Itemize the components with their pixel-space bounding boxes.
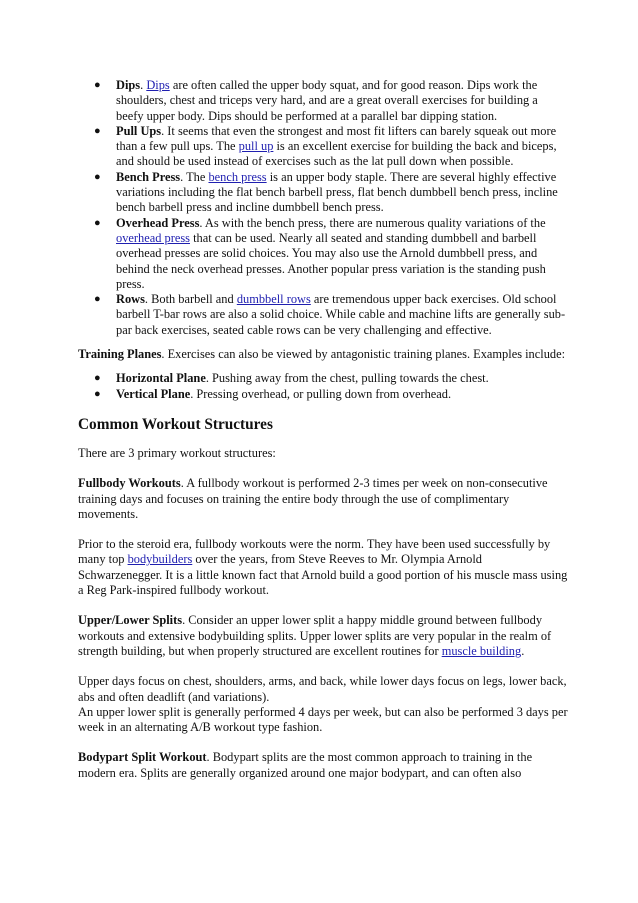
fullbody-text: . A fullbody workout is performed 2-3 times per week on non-consecutive training days and focuses on training the entire body through the use of complimentary movements. (78, 476, 548, 521)
bullet-icon: ● (94, 372, 101, 385)
document-body (78, 78, 568, 781)
fullbody-paragraph (78, 476, 568, 522)
list-item-rows (78, 292, 568, 338)
steroid-text: Prior to the steroid era, fullbody workouts were the norm. They have been used successfully by many top (78, 537, 551, 567)
bullet-icon: ● (94, 124, 101, 137)
bench-press-text-rest: is an upper body staple. There are several highly effective variations including the flat bench barbell press, flat bench dumbbell bench press, incline bench barbell press and incline dumbbell bench press. (116, 169, 558, 215)
upper-lower-text-rest: . (521, 643, 525, 658)
bullet-icon: ● (94, 387, 101, 400)
term-rows: Rows (116, 292, 145, 307)
bullet-icon: ● (94, 170, 101, 183)
horizontal-plane-text: . Pushing away from the chest, pulling towards the chest. (205, 371, 489, 386)
bullet-icon: ● (94, 293, 101, 306)
term-horizontal-plane: Horizontal Plane (116, 371, 206, 386)
overhead-press-text: . As with the bench press, there are numerous quality variations of the (199, 215, 546, 230)
bodypart-split-paragraph (78, 750, 568, 781)
bench-press-text: . The (180, 169, 209, 184)
list-item-dips (78, 78, 568, 124)
term-training-planes: Training Planes (78, 347, 162, 362)
upper-lower-paragraph (78, 613, 568, 659)
rows-text-rest: are tremendous upper back exercises. Old school barbell T-bar rows are also a solid choice. While cable and machine lifts are generally sub-par back exercises, seated cable rows can be very challenging and effective. (116, 292, 566, 337)
intro-paragraph: There are 3 primary workout structures: (78, 445, 276, 460)
list-item-pull-ups (78, 124, 568, 170)
steroid-era-paragraph (78, 537, 568, 598)
list-item-bench-press (78, 170, 568, 216)
exercise-list (78, 78, 568, 338)
term-overhead-press: Overhead Press (116, 215, 200, 230)
muscle-building-link[interactable]: muscle building (441, 643, 522, 658)
bodybuilders-link[interactable]: bodybuilders (127, 552, 193, 567)
overhead-press-link[interactable]: overhead press (116, 230, 190, 245)
pull-ups-text-rest: is an excellent exercise for building the back and biceps, and should be used instead of exercises such as the lat pull down when possible. (116, 139, 557, 169)
rows-text: . Both barbell and (144, 292, 237, 307)
vertical-plane-text: . Pressing overhead, or pulling down from overhead. (190, 386, 452, 401)
pull-ups-text: . It seems that even the strongest and most fit lifters can barely squeak out more than a few pull ups. The (116, 123, 557, 154)
dips-link[interactable]: Dips (146, 78, 170, 92)
term-vertical-plane: Vertical Plane (116, 386, 191, 401)
upper-days-paragraph: Upper days focus on chest, shoulders, arms, and back, while lower days focus on legs, lower back, abs and often deadlift (and variations). (78, 674, 567, 704)
term-upper-lower: Upper/Lower Splits (78, 613, 183, 628)
pull-up-link[interactable]: pull up (238, 139, 274, 154)
term-bodypart-split: Bodypart Split Workout (78, 750, 207, 765)
upper-lower-text: . Consider an upper lower split a happy middle ground between fullbody workouts and extensive bodybuilding splits. Upper lower splits are very popular in the realm of strength building, but when properly structured are excellent routines for (78, 613, 552, 658)
dips-text: are often called the upper body squat, and for good reason. Dips work the shoulders, chest and triceps very hard, and are a great overall exercises for building a beefy upper body. Dips should be performed at a parallel bar dipping station. (116, 78, 538, 123)
bench-press-link[interactable]: bench press (208, 169, 267, 184)
planes-list (78, 371, 568, 402)
list-item-overhead-press (78, 216, 568, 292)
dumbbell-rows-link[interactable]: dumbbell rows (236, 292, 311, 307)
term-fullbody: Fullbody Workouts (78, 476, 181, 491)
bullet-icon: ● (94, 216, 101, 229)
training-planes-paragraph (78, 347, 568, 362)
section-heading: Common Workout Structures (78, 415, 273, 433)
term-pull-ups: Pull Ups (116, 123, 162, 138)
sep-text: . (140, 78, 147, 92)
list-item-vertical-plane (78, 387, 568, 402)
training-planes-text: . Exercises can also be viewed by antagonistic training planes. Examples include: (161, 347, 566, 362)
bodypart-split-text: . Bodypart splits are the most common approach to training in the modern era. Splits are generally organized around one major bodypart, and can often also (78, 750, 533, 780)
bullet-icon: ● (94, 79, 101, 91)
term-dips: Dips (116, 78, 141, 92)
list-item-horizontal-plane (78, 371, 568, 386)
upper-frequency-paragraph: An upper lower split is generally performed 4 days per week, but can also be performed 3 days per week in an alternating A/B workout type fashion. (78, 704, 568, 735)
term-bench-press: Bench Press (116, 169, 181, 184)
steroid-text-rest: over the years, from Steve Reeves to Mr. Olympia Arnold Schwarzenegger. It is a little known fact that Arnold build a good portion of his muscle mass using a Reg Park-inspired fullbody workout. (78, 552, 568, 598)
overhead-press-text-rest: that can be used. Nearly all seated and standing dumbbell and barbell overhead presses are solid choices. You may also use the Arnold dumbbell press, and behind the neck overhead presses. Another popular press variation is the standing push press. (116, 230, 546, 291)
